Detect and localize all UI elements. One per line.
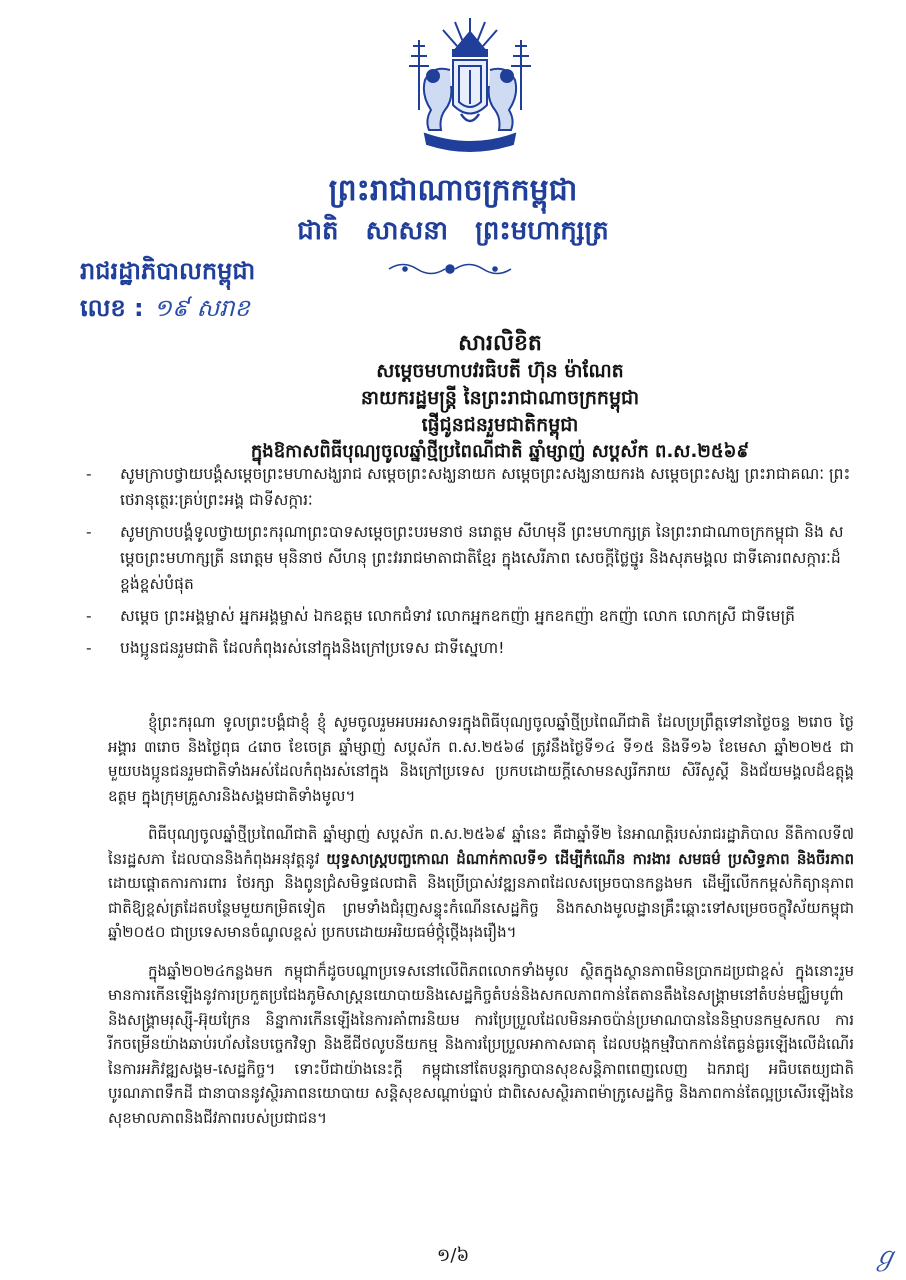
letter-body: [108, 710, 854, 1144]
body-paragraph: ខ្ញុំព្រះករុណា ទូលព្រះបង្គំជាខ្ញុំ ខ្ញុំ សូមចូលរួមអបអរសាទរក្នុងពិធីបុណ្យចូលឆ្នាំថ្មីប្រពៃណីជាតិ ដែលប្រព្រឹត្តទៅនាថ្ងៃចន្ទ ២រោច ថ្ងៃអង្គារ ៣រោច និងថ្ងៃពុធ ៤រោច ខែចេត្រ ឆ្នាំម្សាញ់ សប្តស័ក ព.ស.២៥៦៨ ត្រូវនឹងថ្ងៃទី១៤ ទី១៥ និងទី១៦ ខែមេសា ឆ្នាំ២០២៥ ជាមួយបងប្អូនជនរួមជាតិទាំងអស់ដែលកំពុងរស់នៅក្នុង និងក្រៅប្រទេស ប្រកបដោយក្តីសោមនស្សរីករាយ សិរីសួស្តី និងជ័យមង្គលដ៏ឧត្តុង្គឧត្តម ក្នុងក្រុមគ្រួសារនិងសង្គមជាតិទាំងមូល។: [108, 713, 854, 805]
list-item: - បងប្អូនជនរួមជាតិ ដែលកំពុងរស់នៅក្នុងនិងក្រៅប្រទេស ជាទីស្នេហា!: [86, 639, 505, 657]
list-item: - សម្តេច ព្រះអង្គម្ចាស់ អ្នកអង្គម្ចាស់ ឯកឧត្តម លោកជំទាវ លោកអ្នកឧកញ៉ា អ្នកឧកញ៉ា ឧកញ៉ា លោក លោកស្រី ជាទីមេត្រី: [86, 607, 796, 625]
government-name: រាជរដ្ឋាភិបាលកម្ពុជា: [80, 257, 256, 285]
salutation-list: [86, 461, 856, 667]
list-item: - សូមក្រាបថ្វាយបង្គំសម្តេចព្រះមហាសង្ឃរាជ សម្តេចព្រះសង្ឃនាយក សម្តេចព្រះសង្ឃនាយករង សម្តេចព្រះសង្ឃ ព្រះរាជាគណៈ ព្រះថេរានុត្ថេរៈគ្រប់ព្រះអង្គ ជាទីសក្ការៈ: [86, 465, 851, 509]
body-paragraph: ក្នុងឆ្នាំ២០២៤កន្លងមក កម្ពុជាក៏ដូចបណ្តាប្រទេសនៅលើពិភពលោកទាំងមូល ស្ថិតក្នុងស្ថានភាពមិនប្រាកដប្រជាខ្ពស់ ក្នុងនោះរួមមានការកើនឡើងនូវការប្រកួតប្រជែងភូមិសាស្ត្រនយោបាយនិងសេដ្ឋកិច្ចតំបន់និងសកលភាពកាន់តែតានតឹងនៃសង្គ្រាមនៅតំបន់មជ្ឈិមបូព៌ា និងសង្គ្រាមរុស្ស៊ី-អ៊ុយក្រែន និន្នាការកើនឡើងនៃការគាំពារនិយម ការប្រែប្រួលដែលមិនអាចប៉ាន់ប្រមាណបាននៃនិម្មាបនកម្មសកល ការរីកចម្រើនយ៉ាងឆាប់រហ័សនៃបច្ចេកវិទ្យា និងឌីជីថលូបនីយកម្ម និងការប្រែប្រួលអាកាសធាតុ ដែលបង្កកម្មវិបាកកាន់តែធ្ងន់ធ្ងរឡើងលើដំណើរនៃការអភិវឌ្ឍសង្គម-សេដ្ឋកិច្ច។ ទោះបីជាយ៉ាងនេះក្តី កម្ពុជានៅតែបន្តរក្សាបានសុខសន្តិភាពពេញលេញ ឯករាជ្យ អធិបតេយ្យជាតិ បូរណភាពទឹកដី ជានាបាននូវស្ថិរភាពនយោបាយ សន្តិសុខសណ្តាប់ធ្នាប់ ជាពិសេសស្ថិរភាពម៉ាក្រូសេដ្ឋកិច្ច និងភាពកាន់តែល្អប្រសើរឡើងនៃសុខមាលភាពនិងជីវភាពរបស់ប្រជាជន។: [108, 961, 854, 1127]
document-type: សារលិខិត: [458, 331, 542, 356]
strategy-highlight: យុទ្ធសាស្ត្របញ្ចកោណ ដំណាក់កាលទី១ ដើម្បីកំណើន ការងារ សមធម៌ ប្រសិទ្ធភាព និងចីរភាព: [326, 849, 854, 868]
handwritten-initial: ℊ: [872, 1242, 899, 1272]
letter-heading: [150, 330, 850, 465]
occasion-line: ក្នុងឱកាសពិធីបុណ្យចូលឆ្នាំថ្មីប្រពៃណីជាតិ ឆ្នាំម្សាញ់ សប្តស័ក ព.ស.២៥៦៩: [250, 441, 750, 462]
royal-arms-emblem-icon: [395, 10, 545, 160]
reference-value: ១៩ សរាខ: [153, 294, 250, 322]
ornamental-flourish-icon: [385, 258, 515, 280]
kingdom-title: ព្រះរាជាណាចក្រកម្ពុជា: [328, 173, 578, 208]
reference-number: [80, 292, 250, 324]
page-number: ១/៦: [436, 1245, 470, 1266]
national-motto: ជាតិ សាសនា ព្រះមហាក្សត្រ: [297, 216, 609, 246]
body-paragraph: ពិធីបុណ្យចូលឆ្នាំថ្មីប្រពៃណីជាតិ ឆ្នាំម្សាញ់ សប្តស័ក ព.ស.២៥៦៩ ឆ្នាំនេះ គឺជាឆ្នាំទី២ នៃអាណត្តិរបស់រាជរដ្ឋាភិបាល នីតិកាលទី៧ នៃរដ្ឋសភា ដែលបាននិងកំពុងអនុវត្តនូវ យុទ្ធសាស្ត្របញ្ចកោណ ដំណាក់កាលទី១ ដើម្បីកំណើន ការងារ សមធម៌ ប្រសិទ្ធភាព និងចីរភាព ដោយផ្តោតការការពារ ថែរក្សា និងពូនជ្រំសមិទ្ធផលជាតិ និងប្រើប្រាស់វឌ្ឍនភាពដែលសម្រេចបានកន្លងមក ដើម្បីលើកកម្ពស់កិត្យានុភាពជាតិឱ្យខ្ពស់ត្រដែតបន្ថែមមួយកម្រិតទៀត ព្រមទាំងជំរុញសន្ទុះកំណើនសេដ្ឋកិច្ច និងកសាងមូលដ្ឋានគ្រឹះឆ្ពោះទៅសម្រេចចក្ខុវិស័យកម្ពុជាឆ្នាំ២០៥០ ជាប្រទេសមានចំណូលខ្ពស់ ប្រកបដោយអរិយធម៌ថ្កុំថ្កើងរុងរឿង។: [108, 825, 854, 941]
author-position: នាយករដ្ឋមន្ត្រី នៃព្រះរាជាណាចក្រកម្ពុជា: [360, 387, 640, 409]
reference-label: លេខ :: [80, 294, 144, 322]
list-item: - សូមក្រាបបង្គំទូលថ្វាយព្រះករុណាព្រះបាទសម្តេចព្រះបរមនាថ នរោត្តម សីហមុនី ព្រះមហាក្សត្រ នៃព្រះរាជាណាចក្រកម្ពុជា និង សម្តេចព្រះមហាក្សត្រី នរោត្តម មុនិនាថ សីហនុ ព្រះវររាជមាតាជាតិខ្មែរ ក្នុងសេរីភាព សេចក្តីថ្លៃថ្នូរ និងសុភមង្គល ជាទីគោរពសក្ការៈដ៏ខ្ពង់ខ្ពស់បំផុត: [86, 523, 844, 593]
audience-line: ផ្ញើជូនជនរួមជាតិកម្ពុជា: [421, 414, 579, 436]
author-title: សម្តេចមហាបវរធិបតី ហ៊ុន ម៉ាណែត: [376, 360, 624, 382]
